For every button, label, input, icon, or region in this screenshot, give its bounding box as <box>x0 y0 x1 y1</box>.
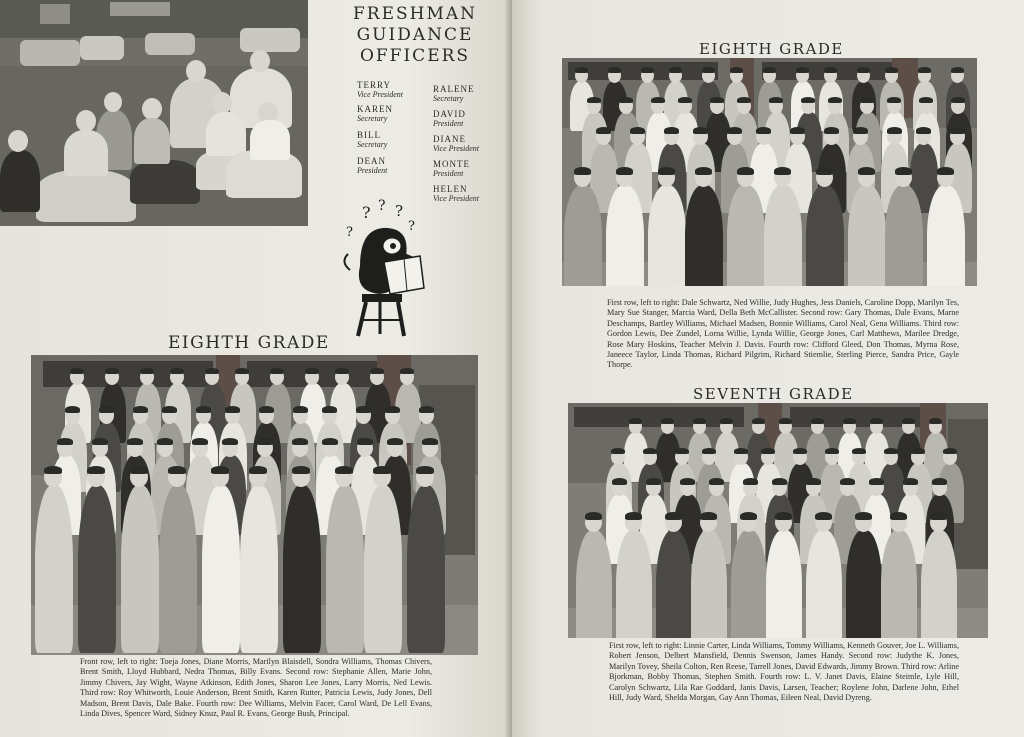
student-hair <box>816 167 833 175</box>
student-hair <box>419 406 434 413</box>
student-hair <box>44 466 62 474</box>
student-hair <box>665 512 682 520</box>
student-hair <box>763 67 776 73</box>
student-hair <box>416 466 434 474</box>
svg-text:?: ? <box>395 202 404 220</box>
student-hair <box>801 97 815 103</box>
student-hair <box>693 418 706 424</box>
student-hair <box>127 438 143 445</box>
officer-entry <box>357 104 393 123</box>
eighth-grade-photo-right <box>562 58 977 286</box>
officers-heading-line: GUIDANCE <box>356 25 474 45</box>
student-hair <box>422 438 438 445</box>
right-page <box>512 0 1024 737</box>
student-hair <box>902 418 915 424</box>
left-photo-caption: Front row, left to right: Toeja Jones, Diane Morris, Marilyn Blaisdell, Sondra Williams, Thomas Chivers, Brent Smith, Lloyd Hubbard, Nedra Thomas, Billy Evans. Second row: Stephanie Allen, Marie John, Jimmy Chivers, Jay Wight, Wayne Atkinson, Edith Jones, Sharon Lee Jones, Larry Morris, Ned Lewis. Third row: Roy Whitworth, Louie Anderson, Brent Smith, Karen Rutter, Patricia Lewis, Judy Jones, Dell Madson, Brent Davis, Dale Bake. Fourth row: Dee Williams, Melvin Facer, Carol Ward, De Lell Evans, Linda Dives, Spencer Ward, Sidney Knuz, Paul R. Evans, George Bush, Principal. <box>80 657 432 719</box>
student-hair <box>99 406 114 413</box>
officer-entry <box>433 109 466 128</box>
officer-entry <box>357 130 387 149</box>
student-hair <box>651 97 665 103</box>
student-hair <box>658 167 675 175</box>
student-hair <box>292 438 308 445</box>
student-hair <box>919 97 933 103</box>
student-hair <box>932 478 947 485</box>
student-hair <box>680 478 695 485</box>
student-hair <box>709 478 724 485</box>
student-hair <box>903 478 918 485</box>
student-hair <box>293 406 308 413</box>
student-hair <box>734 448 748 454</box>
student-hair <box>824 127 839 134</box>
student-hair <box>790 127 805 134</box>
student-hair <box>641 67 654 73</box>
left-page <box>0 0 510 737</box>
student-hair <box>669 67 682 73</box>
officer-role: Secretary <box>433 94 464 103</box>
student-figure <box>691 530 727 638</box>
student-hair <box>140 368 154 374</box>
student-hair <box>105 368 119 374</box>
student-hair <box>322 406 337 413</box>
student-hair <box>629 418 642 424</box>
student-hair <box>370 368 384 374</box>
student-figure <box>283 485 321 653</box>
officer-role: President <box>433 119 464 128</box>
student-hair <box>664 127 679 134</box>
student-hair <box>249 466 267 474</box>
student-hair <box>702 67 715 73</box>
student-hair <box>222 438 238 445</box>
student-hair <box>65 406 80 413</box>
student-figure <box>766 530 802 638</box>
student-hair <box>943 448 957 454</box>
student-hair <box>170 368 184 374</box>
student-hair <box>825 448 839 454</box>
student-hair <box>196 406 211 413</box>
student-hair <box>853 127 868 134</box>
student-hair <box>740 512 757 520</box>
student-hair <box>860 97 874 103</box>
student-hair <box>57 438 73 445</box>
student-hair <box>743 478 758 485</box>
student-hair <box>951 97 965 103</box>
officer-name: HELEN <box>433 184 468 194</box>
officer-role: Secretary <box>357 140 388 149</box>
officers-heading-line: OFFICERS <box>359 46 471 66</box>
student-hair <box>587 97 601 103</box>
student-hair <box>852 448 866 454</box>
student-figure <box>731 530 767 638</box>
student-hair <box>710 97 724 103</box>
student-hair <box>796 67 809 73</box>
student-hair <box>574 167 591 175</box>
student-hair <box>702 448 716 454</box>
officers-heading <box>350 4 480 67</box>
student-hair <box>133 406 148 413</box>
officer-name: DAVID <box>433 109 466 119</box>
officer-name: DIANE <box>433 134 466 144</box>
student-hair <box>884 448 898 454</box>
student-hair <box>895 167 912 175</box>
student-figure <box>885 185 923 286</box>
student-hair <box>855 512 872 520</box>
student-hair <box>885 67 898 73</box>
student-figure <box>35 485 73 653</box>
officer-name: MONTE <box>433 159 470 169</box>
student-hair <box>951 67 964 73</box>
officer-entry <box>433 134 479 153</box>
student-figure <box>648 185 686 286</box>
student-hair <box>779 418 792 424</box>
officer-entry <box>433 159 470 178</box>
left-grade-title: EIGHTH GRADE <box>168 333 330 353</box>
student-hair <box>661 418 674 424</box>
officer-role: President <box>357 166 388 175</box>
officer-name: KAREN <box>357 104 393 114</box>
student-hair <box>695 167 712 175</box>
student-hair <box>192 438 208 445</box>
student-figure <box>806 530 842 638</box>
svg-text:?: ? <box>408 219 415 234</box>
student-hair <box>575 67 588 73</box>
bottom-photo-caption: First row, left to right: Linnie Carter, Linda Williams, Tommy Williams, Kenneth Gouver, Joe L. Williams, Robert Jenson, Delbert Mansfield, Dennis Swenson, James Handy. Second row: Judythe K. Jones, Marilyn Tovey, Sheila Colton, Ren Reese, Tarrell Jones, David Edwards, Jimmy Brown. Third row: Arline Bjorkman, Bobby Thomas, Stephen Smith. Fourth row: L. V. Janet Davis, Elaine Steimle, Lyle Hill, Carolyn Schwartz, Lila Rae Goddard, Janis Davis, Larsen, Teacher; Roylene John, Darlene John, Ethel Hill, Judy Ward, Shelda Morgan, Gay Ann Thomas, Eileen Neal, David Dyreng. <box>609 641 959 703</box>
student-hair <box>756 127 771 134</box>
student-hair <box>675 448 689 454</box>
student-hair <box>806 478 821 485</box>
student-figure <box>407 485 445 653</box>
svg-text:?: ? <box>362 203 371 222</box>
student-hair <box>890 512 907 520</box>
officers-photo <box>0 0 308 226</box>
student-hair <box>678 97 692 103</box>
student-hair <box>815 512 832 520</box>
student-hair <box>918 67 931 73</box>
student-hair <box>793 448 807 454</box>
student-hair <box>612 478 627 485</box>
bottom-grade-title: SEVENTH GRADE <box>693 385 854 403</box>
student-hair <box>769 97 783 103</box>
student-hair <box>585 512 602 520</box>
student-hair <box>292 466 310 474</box>
student-hair <box>335 466 353 474</box>
student-figure <box>202 485 240 653</box>
student-hair <box>828 97 842 103</box>
svg-text:?: ? <box>378 198 386 214</box>
officer-role: Vice President <box>433 194 479 203</box>
student-hair <box>858 167 875 175</box>
student-hair <box>870 418 883 424</box>
eighth-grade-photo-left <box>31 355 478 655</box>
student-hair <box>225 406 240 413</box>
student-figure <box>616 530 652 638</box>
officer-entry <box>433 84 475 103</box>
student-figure <box>846 530 882 638</box>
student-hair <box>205 368 219 374</box>
student-hair <box>387 438 403 445</box>
student-hair <box>625 512 642 520</box>
student-figure <box>927 185 965 286</box>
student-hair <box>596 127 611 134</box>
student-hair <box>259 406 274 413</box>
student-hair <box>824 67 837 73</box>
officer-name: RALENE <box>433 84 475 94</box>
officer-name: DEAN <box>357 156 386 166</box>
student-hair <box>840 478 855 485</box>
student-hair <box>373 466 391 474</box>
student-figure <box>576 530 612 638</box>
student-hair <box>87 466 105 474</box>
student-figure <box>685 185 723 286</box>
student-hair <box>162 406 177 413</box>
student-hair <box>157 438 173 445</box>
officers-heading-line: FRESHMAN <box>352 4 478 24</box>
student-hair <box>774 167 791 175</box>
student-figure <box>656 530 692 638</box>
officer-entry <box>357 156 387 175</box>
student-hair <box>646 478 661 485</box>
student-hair <box>643 448 657 454</box>
student-figure <box>606 185 644 286</box>
student-hair <box>619 97 633 103</box>
student-figure <box>764 185 802 286</box>
officer-role: President <box>433 169 464 178</box>
student-figure <box>921 530 957 638</box>
student-hair <box>630 127 645 134</box>
student-hair <box>752 418 765 424</box>
student-figure <box>121 485 159 653</box>
cartoon-bird-illustration <box>340 196 430 341</box>
student-hair <box>400 368 414 374</box>
student-hair <box>911 448 925 454</box>
student-figure <box>240 485 278 653</box>
student-figure <box>159 485 197 653</box>
seventh-grade-photo <box>568 403 988 638</box>
student-hair <box>730 67 743 73</box>
officer-name: TERRY <box>357 80 392 90</box>
student-hair <box>930 512 947 520</box>
student-hair <box>616 167 633 175</box>
officer-role: Secretary <box>357 114 388 123</box>
student-hair <box>130 466 148 474</box>
student-hair <box>869 478 884 485</box>
student-hair <box>720 418 733 424</box>
student-figure <box>326 485 364 653</box>
student-hair <box>857 67 870 73</box>
student-hair <box>916 127 931 134</box>
student-hair <box>887 127 902 134</box>
student-hair <box>700 512 717 520</box>
student-figure <box>78 485 116 653</box>
student-hair <box>693 127 708 134</box>
top-photo-caption: First row, left to right: Dale Schwartz, Ned Willie, Judy Hughes, Jess Daniels, Caroline Dopp, Marilyn Tes, Mary Sue Stanger, Marcia Ward, Della Beth McCallister. Second row: Gary Thomas, Dale Evans, Marne Deschamps, Bartley Williams, Michael Madsen, Bonnie Williams, Carol Neal, Gena Williams. Third row: Gordon Lewis, Dee Zundel, Lorna Willie, Lynda Willie, George Jones, Carl Matthews, Marilee Dredge, Rose Mary Hoskins, Teacher Melvin J. Davis. Fourth row: Clifford Gleed, Don Thomas, Myrna Rose, Janeece Taylor, Linda Thomas, Richard Pilgrim, Richard Stiemlie, Sterling Pierce, Sandra Price, Gayle Thorpe. <box>607 298 959 370</box>
student-hair <box>727 127 742 134</box>
student-hair <box>937 167 954 175</box>
student-hair <box>235 368 249 374</box>
student-hair <box>211 466 229 474</box>
student-hair <box>611 448 625 454</box>
student-hair <box>305 368 319 374</box>
student-figure <box>364 485 402 653</box>
student-hair <box>775 512 792 520</box>
student-hair <box>950 127 965 134</box>
top-grade-title: EIGHTH GRADE <box>699 40 844 58</box>
svg-text:?: ? <box>346 225 353 240</box>
student-figure <box>806 185 844 286</box>
officer-entry <box>357 80 403 99</box>
student-figure <box>848 185 886 286</box>
student-figure <box>727 185 765 286</box>
officer-role: Vice President <box>433 144 479 153</box>
student-hair <box>811 418 824 424</box>
student-hair <box>772 478 787 485</box>
student-hair <box>92 438 108 445</box>
officer-role: Vice President <box>357 90 403 99</box>
officer-entry <box>433 184 479 203</box>
student-hair <box>257 438 273 445</box>
student-hair <box>168 466 186 474</box>
student-hair <box>737 167 754 175</box>
student-figure <box>564 185 602 286</box>
student-hair <box>322 438 338 445</box>
student-hair <box>70 368 84 374</box>
student-hair <box>270 368 284 374</box>
student-hair <box>843 418 856 424</box>
student-figure <box>881 530 917 638</box>
student-hair <box>385 406 400 413</box>
student-hair <box>761 448 775 454</box>
student-hair <box>608 67 621 73</box>
student-hair <box>887 97 901 103</box>
student-hair <box>335 368 349 374</box>
student-hair <box>356 406 371 413</box>
officer-name: BILL <box>357 130 381 140</box>
student-hair <box>929 418 942 424</box>
student-hair <box>737 97 751 103</box>
student-hair <box>357 438 373 445</box>
